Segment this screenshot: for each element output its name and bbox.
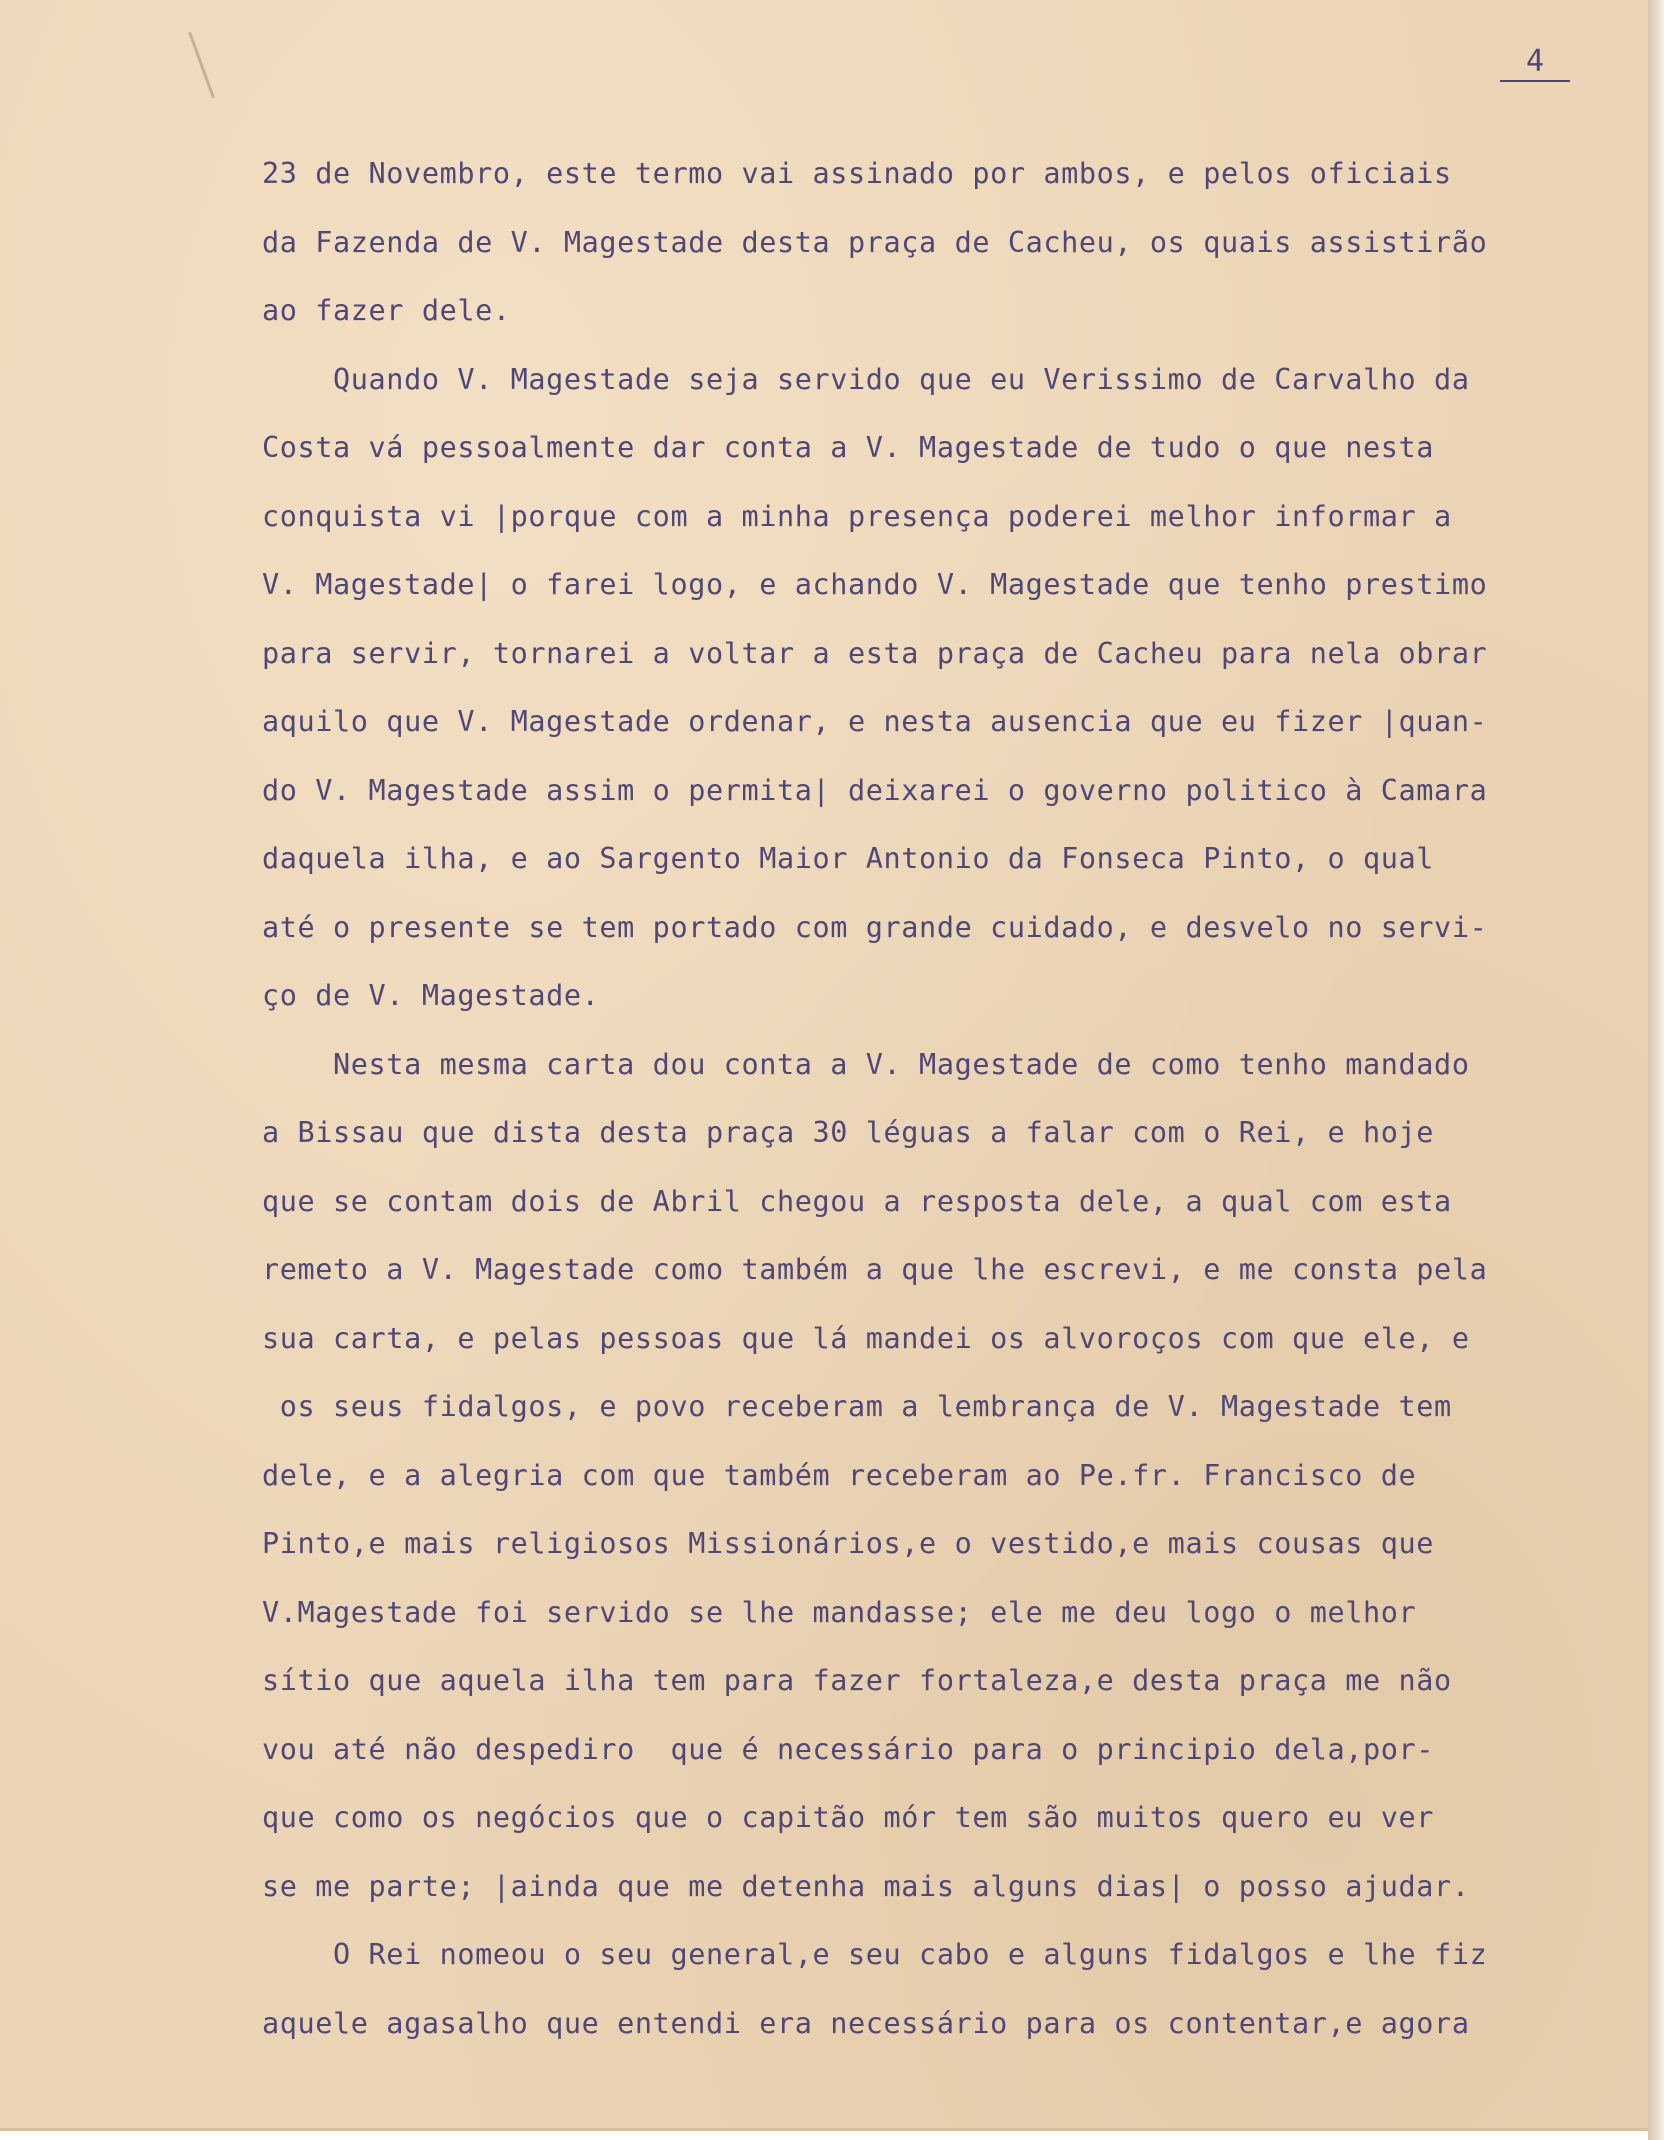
text-line: os seus fidalgos, e povo receberam a lembrança de V. Magestade tem [262,1390,1452,1423]
text-line: sua carta, e pelas pessoas que lá mandei os alvoroços com que ele, e [262,1321,1470,1355]
text-line: aquilo que V. Magestade ordenar, e nesta ausencia que eu fizer |quan- [262,705,1488,738]
text-line: se me parte; |ainda que me detenha mais alguns dias| o posso ajudar. [262,1869,1470,1903]
text-line: ao fazer dele. [262,294,511,327]
text-line: do V. Magestade assim o permita| deixarei o governo politico à Camara [262,773,1488,807]
text-line: sítio que aquela ilha tem para fazer fortaleza,e desta praça me não [262,1664,1452,1697]
text-line: conquista vi |porque com a minha presença poderei melhor informar a [262,499,1452,533]
text-line: da Fazenda de V. Magestade desta praça de Cacheu, os quais assistirão [262,225,1488,259]
text-line: a Bissau que dista desta praça 30 léguas a falar com o Rei, e hoje [262,1116,1435,1149]
text-line: ço de V. Magestade. [262,979,600,1012]
text-line: 23 de Novembro, este termo vai assinado por ambos, e pelos oficiais [262,157,1452,190]
text-line: que como os negócios que o capitão mór tem são muitos quero eu ver [262,1801,1435,1834]
text-line: até o presente se tem portado com grande cuidado, e desvelo no servi- [262,910,1488,944]
text-line: daquela ilha, e ao Sargento Maior Antonio da Fonseca Pinto, o qual [262,842,1435,875]
text-line: remeto a V. Magestade como também a que lhe escrevi, e me consta pela [262,1253,1488,1286]
text-line: Nesta mesma carta dou conta a V. Magestade de como tenho mandado [262,1047,1470,1081]
text-line: V. Magestade| o farei logo, e achando V. Magestade que tenho prestimo [262,568,1488,601]
text-line: Quando V. Magestade seja servido que eu Verissimo de Carvalho da [262,362,1470,396]
text-line: para servir, tornarei a voltar a esta praça de Cacheu para nela obrar [262,636,1488,670]
paper-crease [188,32,215,99]
text-line: O Rei nomeou o seu general,e seu cabo e alguns fidalgos e lhe fiz [262,1938,1488,1971]
letter-body [262,140,1642,2058]
text-line: aquele agasalho que entendi era necessário para os contentar,e agora [262,2006,1470,2040]
text-line: que se contam dois de Abril chegou a resposta dele, a qual com esta [262,1184,1452,1218]
text-line: V.Magestade foi servido se lhe mandasse; ele me deu logo o melhor [262,1595,1417,1629]
text-line: dele, e a alegria com que também receberam ao Pe.fr. Francisco de [262,1458,1417,1492]
text-line: Pinto,e mais religiosos Missionários,e o vestido,e mais cousas que [262,1527,1435,1560]
text-line: vou até não despediro que é necessário para o principio dela,por- [262,1732,1435,1766]
page-edge [1648,0,1664,2140]
page-number: 4 [1500,44,1570,82]
text-line: Costa vá pessoalmente dar conta a V. Magestade de tudo o que nesta [262,431,1435,464]
